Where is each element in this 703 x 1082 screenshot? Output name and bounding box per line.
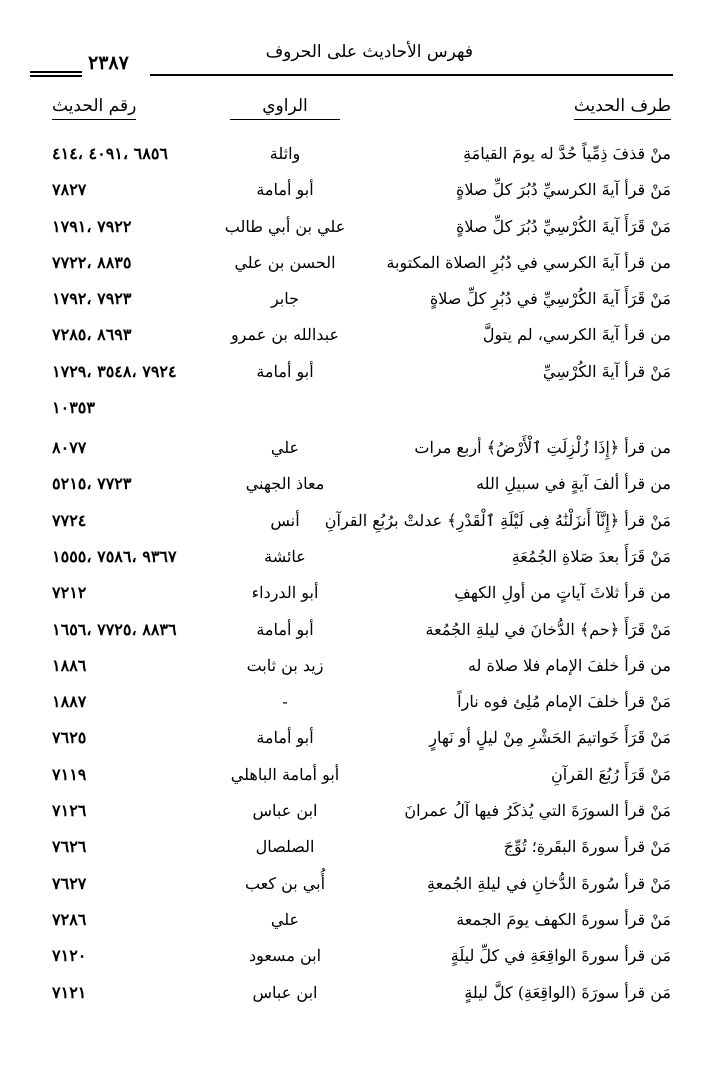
narrator-name: زيد بن ثابت [246,655,324,675]
hadith-numbers: ٧٢١٢ [52,583,87,603]
narrator-name: جابر [270,289,300,309]
hadith-numbers: ٧٧٢٣ ،٥٢١٥ [52,474,132,494]
hadith-numbers: ٨٨٣٥ ،٧٧٢٢ [52,252,132,272]
narrator-name: عبدالله بن عمرو [230,325,340,345]
narrator-name: ابن عباس [252,982,318,1002]
table-row [0,944,703,980]
hadith-text: من قرأ ﴿إِذَا زُلْزِلَتِ ٱلْأَرْضُ﴾ أربع مرات [414,438,671,458]
hadith-numbers: ٧٦٢٧ [52,873,87,893]
hadith-text: مَنْ قَرَأَ آيةَ الكُرْسِيِّ في دُبُرِ كلِّ صلاةٍ [429,289,671,309]
hadith-text: مَنْ قرأ السورَةَ التي يُذكَرُ فيها آلُ عمرانَ [404,801,671,821]
hadith-text: من قرأ ألفَ آيةٍ في سبيلِ الله [476,474,671,494]
hadith-text: مَن قرأ سورةَ الواقِعَةِ في كلِّ ليلَةٍ [450,946,671,966]
hadith-numbers: ٧٦٢٦ [52,837,87,857]
narrator-name: واثلة [269,144,301,163]
narrator-name: علي بن أبي طالب [224,216,346,236]
hadith-numbers: ٦٨٥٦ ،٤٠٩١ ،٤١٤ [52,144,168,163]
table-row [0,251,703,287]
table-row [0,581,703,617]
table-row [0,287,703,323]
hadith-numbers: ٩٣٦٧ ،٧٥٨٦ ،١٥٥٥ [52,546,177,566]
table-row [0,360,703,396]
narrator-name: - [282,692,288,712]
hadith-text: مَنْ قَرَأَ ﴿حم﴾ الدُّخانَ في ليلةِ الجُمُعة [425,619,671,639]
narrator-name: أبو أمامة [256,619,314,639]
narrator-name: أبو أمامة [256,180,314,200]
hadith-text: مَن قرأ سورَةَ (الواقِعَةِ) كلَّ ليلةٍ [464,982,671,1002]
narrator-name: الصلصال [255,837,315,857]
column-header-number: رقم الحديث [52,96,136,120]
narrator-name: معاذ الجهني [245,474,325,494]
table-row [0,142,703,178]
table-row [0,799,703,835]
hadith-numbers: ٧٩٢٢ ،١٧٩١ [52,216,132,236]
hadith-text: من قرأ خلفَ الإمام فلا صلاة له [467,655,671,675]
table-row [0,981,703,1017]
table-row [0,472,703,508]
hadith-numbers: ٧١٢١ [52,982,87,1002]
hadith-numbers: ١٨٨٦ [52,655,87,675]
hadith-numbers: ٧٩٢٣ ،١٧٩٢ [52,289,132,309]
narrator-name: الحسن بن علي [234,252,336,272]
column-header-narrator: الراوي [230,96,340,120]
hadith-text: من قرأ ثلاثَ آياتٍ من أولِ الكهفِ [454,583,671,603]
hadith-text: مَنْ قَرَأَ آيةَ الكُرْسِيِّ دُبُرَ كلِّ صلاةٍ [455,216,671,236]
hadith-numbers: ٧٢٨٦ [52,909,87,929]
hadith-text: منْ قذفَ ذِمِّياً حُدَّ له يومَ القيامَةِ [463,144,671,163]
table-row [0,872,703,908]
narrator-name: علي [270,909,300,929]
hadith-numbers: ٧٩٢٤ ،٣٥٤٨ ،١٧٢٩ [52,361,177,381]
table-row [0,618,703,654]
hadith-numbers: ٨٨٣٦ ،٧٧٢٥ ،١٦٥٦ [52,619,177,639]
table-row [0,436,703,472]
hadith-text: من قرأ آيةَ الكرسي، لم يتولَّ [482,325,671,345]
table-row [0,908,703,944]
hadith-numbers: ٧١١٩ [52,764,87,784]
narrator-name: أبو أمامة الباهلي [230,764,340,784]
table-row [0,215,703,251]
table-row [0,726,703,762]
hadith-numbers: ٧٧٢٤ [52,510,87,530]
hadith-numbers: ٨٦٩٣ ،٧٢٨٥ [52,325,132,345]
narrator-name: أنس [270,510,300,530]
hadith-text: مَنْ قرأ آيةَ الكُرْسِيِّ [542,361,671,381]
hadith-text: مَنْ قرأ سُورةَ الدُّخانِ في ليلةِ الجُمعةِ [427,873,671,893]
narrator-name: ابن عباس [252,801,318,821]
hadith-text: من قرأ آيةَ الكرسي في دُبُرِ الصلاة المكتوبة [386,252,671,272]
hadith-text: مَنْ قرأ خلفَ الإمام مُلِئ فوه ناراً [457,692,671,712]
page-title: فهرس الأحاديث على الحروف [265,42,473,62]
hadith-numbers: ٧٨٢٧ [52,180,87,200]
table-row [0,763,703,799]
hadith-text: مَنْ قَرَأَ خَواتيمَ الحَشْرِ مِنْ ليلٍ أو نَهارٍ [429,728,671,748]
hadith-index-table [0,142,703,1017]
header-double-rule [30,71,82,77]
page-header [0,40,703,80]
hadith-numbers: ٧١٢٠ [52,946,87,966]
narrator-name: أبو أمامة [256,361,314,381]
hadith-text: مَنْ قرأ ﴿إِنَّآ أَنزَلْنَٰهُ فِى لَيْلَةِ ٱلْقَدْرِ﴾ عدلتْ برُبُعِ القرآنِ [324,510,671,530]
table-row [0,654,703,690]
hadith-numbers: ٧١٢٦ [52,801,87,821]
hadith-numbers: ١٨٨٧ [52,692,87,712]
hadith-text: مَنْ قَرَأَ رُبُعَ القرآنِ [550,764,671,784]
narrator-name: علي [270,438,300,458]
table-row [0,509,703,545]
hadith-numbers: ٨٠٧٧ [52,438,87,458]
narrator-name: ابن مسعود [248,946,322,966]
column-headers [0,92,703,126]
narrator-name: أبو الدرداء [251,583,319,603]
hadith-text: مَنْ قَرَأَ بعدَ صَلاةِ الجُمُعَةِ [511,546,671,566]
hadith-numbers: ٧٦٢٥ [52,728,87,748]
narrator-name: عائشة [264,546,306,566]
narrator-name: أُبي بن كعب [244,873,326,893]
header-rule [150,74,673,76]
page-number: ٢٣٨٧ [88,52,129,74]
table-row [0,178,703,214]
table-row [0,690,703,726]
column-header-hadith: طرف الحديث [574,96,671,120]
hadith-text: مَنْ قرأ سورةَ الكهف يومَ الجمعة [456,909,671,929]
table-row [0,396,703,436]
narrator-name: أبو أمامة [256,728,314,748]
table-row [0,835,703,871]
hadith-numbers: ١٠٣٥٣ [52,398,95,418]
hadith-text: مَنْ قرأ سورةَ البقَرةِ؛ تُوِّجَ [503,837,671,857]
table-row [0,323,703,359]
table-row [0,545,703,581]
hadith-text: مَنْ قرأ آيةَ الكرسيِّ دُبُرَ كلِّ صلاةٍ [455,180,671,200]
